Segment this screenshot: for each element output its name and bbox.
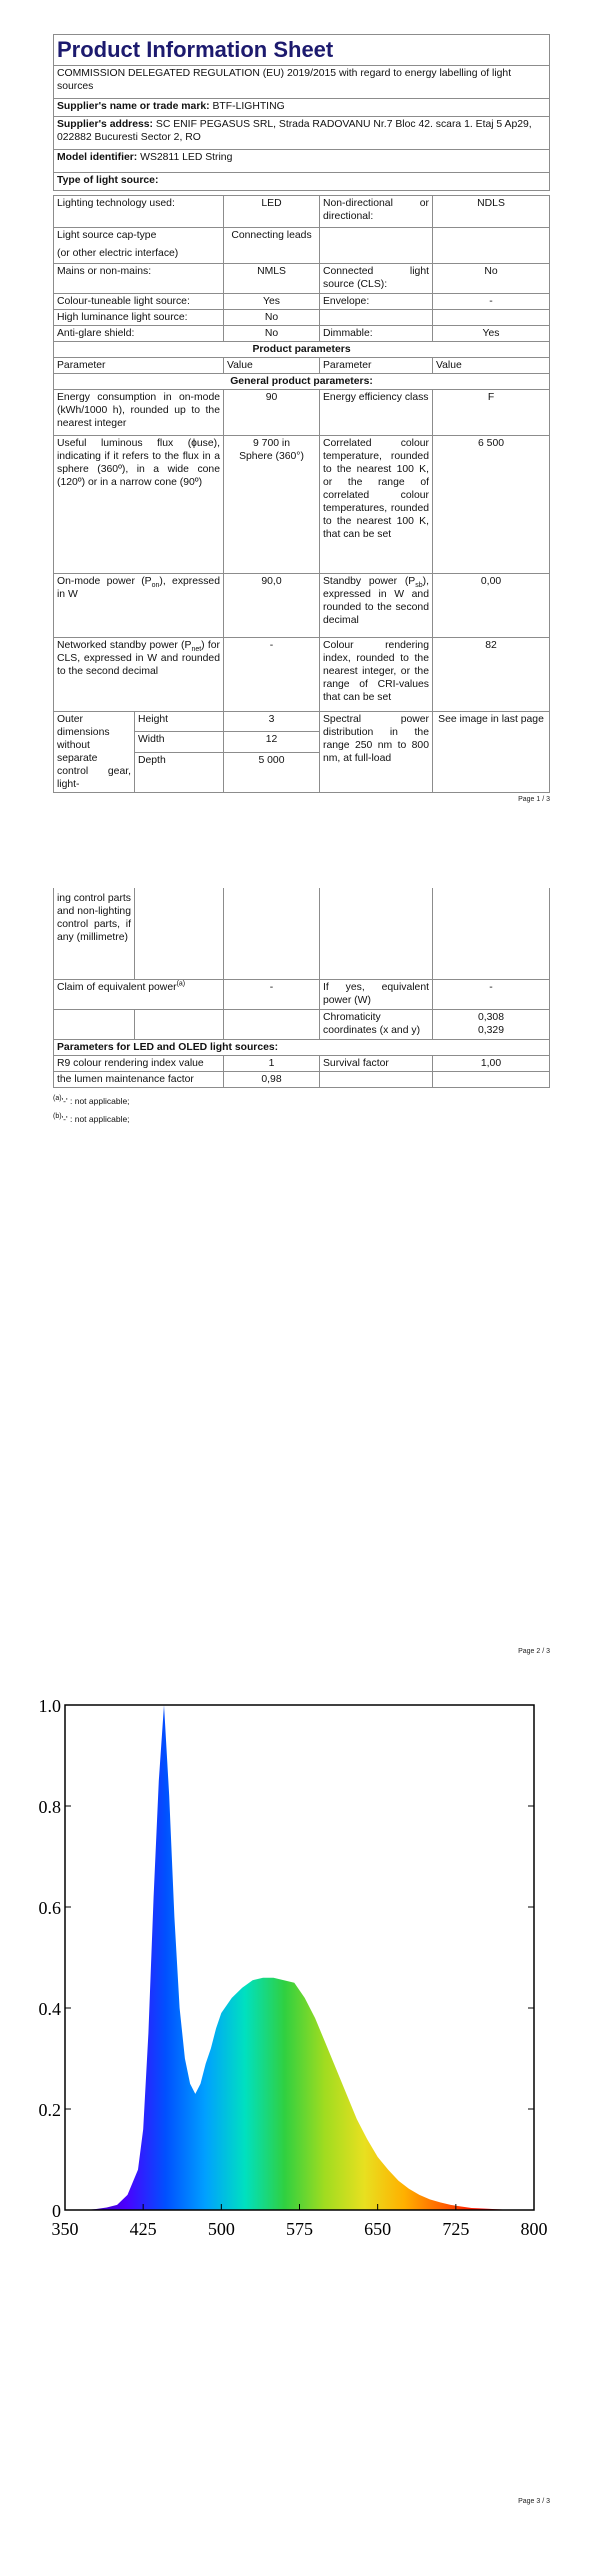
x-tick-label: 575 xyxy=(286,2219,313,2239)
onmode-value: 90,0 xyxy=(224,574,320,638)
model-label: Model identifier: xyxy=(57,152,138,163)
page-number-2: Page 2 / 3 xyxy=(518,1648,550,1655)
dimmable-value: Yes xyxy=(433,326,550,342)
standby-label-a: Standby power (P xyxy=(323,576,416,587)
y-tick-label: 0.6 xyxy=(38,1898,61,1918)
depth-label: Depth xyxy=(135,752,224,793)
supplier-name-label: Supplier's name or trade mark: xyxy=(57,101,210,112)
envelope-value: - xyxy=(433,294,550,310)
y-tick-label: 1.0 xyxy=(38,1696,61,1716)
page-number-1: Page 1 / 3 xyxy=(518,796,550,803)
spectral-chart xyxy=(38,1696,548,2255)
dimmable-label: Dimmable: xyxy=(320,326,433,342)
product-info-table xyxy=(53,34,550,793)
equiv-label-text: Claim of equivalent power xyxy=(57,981,177,993)
r9-value: 1 xyxy=(224,1055,320,1071)
cls-label: Connected light source (CLS): xyxy=(320,264,433,294)
y-tick-label: 0 xyxy=(52,2201,61,2221)
equiv-value: - xyxy=(224,979,320,1009)
r9-label: R9 colour rendering index value xyxy=(54,1055,224,1071)
footnote-b-text: '-' : not applicable; xyxy=(61,1114,130,1124)
onmode-label-a: On-mode power (P xyxy=(57,576,152,587)
plot-area xyxy=(39,1696,548,2239)
cct-value: 6 500 xyxy=(433,436,550,574)
chroma-value xyxy=(433,1009,550,1039)
footnote-b-mark: (b) xyxy=(53,1113,62,1121)
equiv-sup: (a) xyxy=(176,980,186,988)
antiglare-value: No xyxy=(224,326,320,342)
col-value-2: Value xyxy=(433,358,550,374)
cri-value: 82 xyxy=(433,638,550,712)
onmode-label xyxy=(54,574,224,638)
cap-label xyxy=(54,228,224,264)
x-tick-label: 500 xyxy=(207,2219,235,2239)
height-value: 3 xyxy=(224,712,320,732)
y-tick-label: 0.8 xyxy=(38,1797,61,1817)
col-value-1: Value xyxy=(224,358,320,374)
chroma-x: 0,308 xyxy=(477,1011,504,1023)
net-value: - xyxy=(224,638,320,712)
y-tick-label: 0.4 xyxy=(38,1999,61,2019)
page-title: Product Information Sheet xyxy=(54,35,550,66)
params-heading: Product parameters xyxy=(54,342,550,358)
dims-label-part-1: Outer dimensions without separate control gear, light- xyxy=(54,712,135,793)
high-lum-value: No xyxy=(224,310,320,326)
x-tick-label: 425 xyxy=(129,2219,157,2239)
equiv-label xyxy=(54,979,224,1009)
height-label: Height xyxy=(135,712,224,732)
flux-label: Useful luminous flux (ɸuse), indicating if it refers to the flux in a sphere (360º), in a wide cone (120º) or in a narrow cone (90º) xyxy=(54,436,224,574)
spectrum-area xyxy=(86,1705,524,2210)
net-sub: net xyxy=(191,646,202,654)
led-heading: Parameters for LED and OLED light sources: xyxy=(54,1039,550,1055)
cap-value: Connecting leads xyxy=(224,228,320,264)
model-identifier: WS2811 LED String xyxy=(140,152,233,163)
tech-value: LED xyxy=(224,196,320,228)
footnote-a-mark: (a) xyxy=(53,1095,62,1103)
lumen-label: the lumen maintenance factor xyxy=(54,1071,224,1087)
y-tick-label: 0.2 xyxy=(38,2100,61,2120)
footnote-b xyxy=(53,1114,130,1125)
x-tick-label: 725 xyxy=(442,2219,470,2239)
cap-label-line-1: Light source cap-type xyxy=(57,230,157,241)
spd-value: See image in last page xyxy=(433,712,550,793)
mains-value: NMLS xyxy=(224,264,320,294)
footnote-a-text: '-' : not applicable; xyxy=(61,1096,130,1106)
x-tick-label: 650 xyxy=(364,2219,392,2239)
info-sheet-frame-continued xyxy=(53,888,549,1088)
cls-value: No xyxy=(433,264,550,294)
energy-value: 90 xyxy=(224,390,320,436)
product-info-table-continued xyxy=(53,888,550,1088)
directional-label: Non-directional or directional: xyxy=(320,196,433,228)
equiv-w-label: If yes, equivalent power (W) xyxy=(320,979,433,1009)
lumen-value: 0,98 xyxy=(224,1071,320,1087)
efficiency-value: F xyxy=(433,390,550,436)
cri-label: Colour rendering index, rounded to the nearest integer, or the range of CRI-values that can be set xyxy=(320,638,433,712)
energy-label: Energy consumption in on-mode (kWh/1000 h), rounded up to the nearest integer xyxy=(54,390,224,436)
chroma-y: 0,329 xyxy=(477,1024,504,1036)
standby-label xyxy=(320,574,433,638)
info-sheet-frame xyxy=(53,34,549,793)
width-label: Width xyxy=(135,732,224,752)
onmode-sub: on xyxy=(151,582,160,590)
antiglare-label: Anti-glare shield: xyxy=(54,326,224,342)
flux-value-line-2: Sphere (360°) xyxy=(239,451,304,462)
net-label xyxy=(54,638,224,712)
width-value: 12 xyxy=(224,732,320,752)
supplier-address: SC ENIF PEGASUS SRL, Strada RADOVANU Nr.7 Bloc 42. scara 1. Etaj 5 Ap29, 022882 Bucuresti Sector 2, RO xyxy=(57,119,532,143)
type-heading: Type of light source: xyxy=(54,173,550,191)
supplier-name-row xyxy=(54,99,550,117)
standby-label-b: ), expressed in W and rounded to the second decimal xyxy=(323,576,429,626)
model-row xyxy=(54,150,550,173)
dims-label-part-2: ing control parts and non-lighting control parts, if any (millimetre) xyxy=(54,888,135,979)
cct-label: Correlated colour temperature, rounded to the nearest 100 K, or the range of correlated colour temperatures, rounded to the nearest 100 K, that can be set xyxy=(320,436,433,574)
spd-label: Spectral power distribution in the range 250 nm to 800 nm, at full-load xyxy=(320,712,433,793)
flux-value xyxy=(224,436,320,574)
directional-value: NDLS xyxy=(433,196,550,228)
supplier-address-label: Supplier's address: xyxy=(57,119,154,130)
equiv-w-value: - xyxy=(433,979,550,1009)
net-label-a: Networked standby power (P xyxy=(57,640,192,651)
net-label-b: ) for CLS, expressed in W and rounded to the second decimal xyxy=(57,640,220,677)
supplier-name: BTF-LIGHTING xyxy=(212,101,285,112)
page-1 xyxy=(0,0,603,860)
standby-sub: sb xyxy=(415,582,423,590)
cap-label-line-2: (or other electric interface) xyxy=(57,248,179,259)
efficiency-label: Energy efficiency class xyxy=(320,390,433,436)
page-number-3: Page 3 / 3 xyxy=(518,2498,550,2505)
envelope-label: Envelope: xyxy=(320,294,433,310)
general-heading: General product parameters: xyxy=(54,374,550,390)
supplier-address-row xyxy=(54,117,550,150)
col-param-2: Parameter xyxy=(320,358,433,374)
survival-label: Survival factor xyxy=(320,1055,433,1071)
tech-label: Lighting technology used: xyxy=(54,196,224,228)
onmode-label-b: ), expressed in W xyxy=(57,576,220,600)
flux-value-line-1: 9 700 in xyxy=(253,438,290,449)
survival-value: 1,00 xyxy=(433,1055,550,1071)
x-tick-label: 800 xyxy=(520,2219,548,2239)
spectral-chart-svg xyxy=(38,1696,548,2255)
footnote-a xyxy=(53,1096,130,1107)
x-tick-label: 350 xyxy=(51,2219,79,2239)
col-param-1: Parameter xyxy=(54,358,224,374)
chroma-label: Chromaticity coordinates (x and y) xyxy=(320,1009,433,1039)
colour-tune-label: Colour-tuneable light source: xyxy=(54,294,224,310)
mains-label: Mains or non-mains: xyxy=(54,264,224,294)
depth-value: 5 000 xyxy=(224,752,320,793)
colour-tune-value: Yes xyxy=(224,294,320,310)
high-lum-label: High luminance light source: xyxy=(54,310,224,326)
standby-value: 0,00 xyxy=(433,574,550,638)
page-2 xyxy=(0,888,603,1678)
regulation-text: COMMISSION DELEGATED REGULATION (EU) 2019/2015 with regard to energy labelling of light sources xyxy=(54,66,550,99)
